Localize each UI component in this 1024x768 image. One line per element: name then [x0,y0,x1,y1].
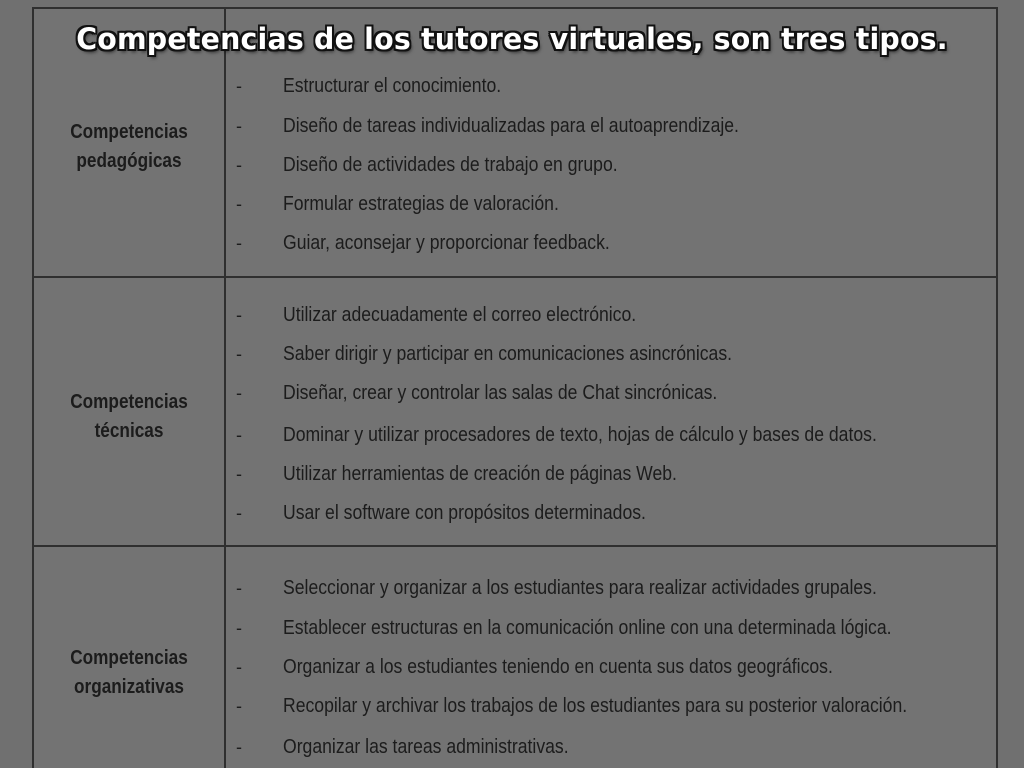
dash-bullet: - [236,305,242,325]
dash-bullet: - [236,155,242,175]
list-item [236,74,996,98]
dash-bullet: - [236,194,242,214]
list-item-text: Organizar a los estudiantes teniendo en cuenta sus datos geográficos. [283,656,833,678]
list-item-text: Formular estrategias de valoración. [283,193,559,215]
list-item [236,501,996,525]
dash-bullet: - [236,464,242,484]
dash-bullet: - [236,344,242,364]
dash-bullet: - [236,696,242,716]
list-item-text: Seleccionar y organizar a los estudiantes para realizar actividades grupales. [283,577,877,599]
table-column-divider [224,7,226,768]
table-row-divider [32,545,998,547]
category-label-pedagogicas [47,118,210,176]
dash-bullet: - [236,425,242,445]
table-row-divider [32,276,998,278]
category-label-line: Competencias pedagógicas [70,121,188,172]
list-item-text: Utilizar adecuadamente el correo electrónico. [283,304,637,326]
list-item [236,303,996,327]
dash-bullet: - [236,737,242,757]
list-item [236,192,996,216]
slide-title: Competencias de los tutores virtuales, son tres tipos. [76,22,948,56]
list-item [236,694,996,718]
list-item [236,462,996,486]
list-item-text: Guiar, aconsejar y proporcionar feedback. [283,232,610,254]
dash-bullet: - [236,657,242,677]
list-item-text: Diseño de actividades de trabajo en grupo. [283,154,618,176]
dash-bullet: - [236,503,242,523]
list-item [236,616,996,640]
list-item-text: Diseñar, crear y controlar las salas de Chat sincrónicas. [283,382,718,404]
dash-bullet: - [236,578,242,598]
list-item [236,342,996,366]
dash-bullet: - [236,233,242,253]
list-item [236,576,996,600]
list-item [236,231,996,255]
list-item [236,381,996,405]
list-item [236,153,996,177]
dash-bullet: - [236,76,242,96]
list-item [236,423,996,447]
list-item [236,655,996,679]
category-label-line: Competencias organizativas [70,647,188,698]
list-item-text: Recopilar y archivar los trabajos de los estudiantes para su posterior valoración. [283,695,908,717]
dash-bullet: - [236,618,242,638]
list-item [236,735,996,759]
list-item-text: Utilizar herramientas de creación de páginas Web. [283,463,677,485]
category-label-line: Competencias técnicas [70,391,188,442]
dash-bullet: - [236,116,242,136]
list-item-text: Usar el software con propósitos determinados. [283,502,646,524]
list-item-text: Dominar y utilizar procesadores de texto, hojas de cálculo y bases de datos. [283,424,877,446]
category-label-organizativas [47,644,210,702]
list-item-text: Saber dirigir y participar en comunicaciones asincrónicas. [283,343,733,365]
list-item [236,114,996,138]
list-item-text: Estructurar el conocimiento. [283,75,502,97]
list-item-text: Diseño de tareas individualizadas para el autoaprendizaje. [283,115,739,137]
category-label-tecnicas [47,388,210,446]
list-item-text: Organizar las tareas administrativas. [283,736,569,758]
list-item-text: Establecer estructuras en la comunicación online con una determinada lógica. [283,617,892,639]
dash-bullet: - [236,383,242,403]
